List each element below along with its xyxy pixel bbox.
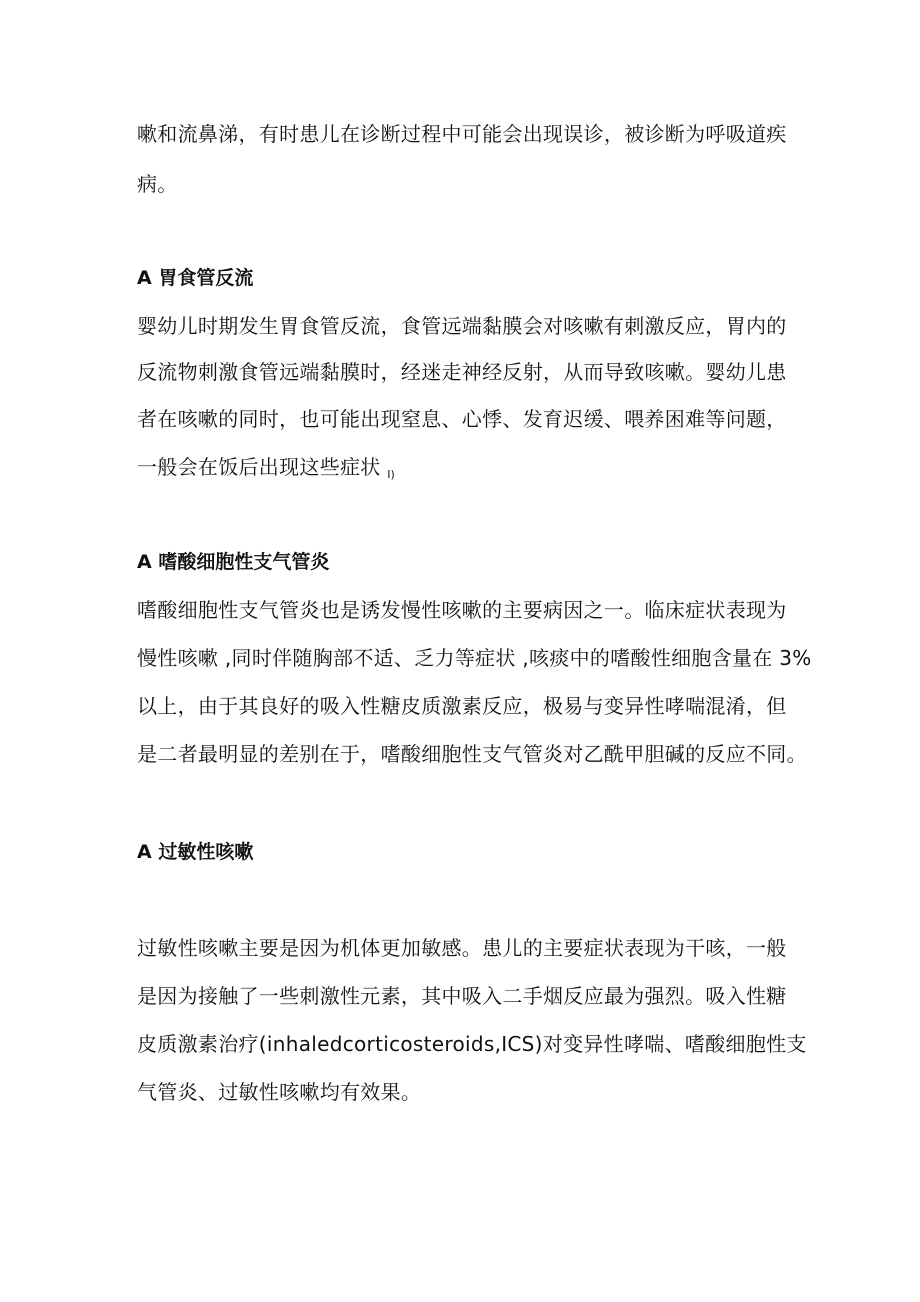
- intro-line-2: 病。: [137, 172, 178, 196]
- section-3-line-4: 气管炎、过敏性咳嗽均有效果。: [137, 1080, 422, 1104]
- section-3-line-1: 过敏性咳嗽主要是因为机体更加敏感。患儿的主要症状表现为干咳，一般: [137, 936, 787, 960]
- section-2-line-1: 嗜酸细胞性支气管炎也是诱发慢性咳嗽的主要病因之一。临床症状表现为: [137, 598, 787, 622]
- footnote-mark: I): [387, 468, 395, 481]
- section-2-line-4: 是二者最明显的差别在于，嗜酸细胞性支气管炎对乙酰甲胆碱的反应不同。: [137, 742, 807, 766]
- section-1-line-1: 婴幼儿时期发生胃食管反流，食管远端黏膜会对咳嗽有刺激反应，胃内的: [137, 314, 787, 338]
- section-heading-eosinophilic-bronchitis: A 嗜酸细胞性支气管炎: [137, 551, 330, 573]
- intro-line-1: 嗽和流鼻涕，有时患儿在诊断过程中可能会出现误诊，被诊断为呼吸道疾: [137, 122, 787, 146]
- section-1-line-4-text: 一般会在饭后出现这些症状: [137, 455, 381, 479]
- section-heading-allergic-cough: A 过敏性咳嗽: [137, 841, 254, 863]
- section-1-line-4: [137, 452, 797, 490]
- section-1-line-2: 反流物刺激食管远端黏膜时，经迷走神经反射，从而导致咳嗽。婴幼儿患: [137, 360, 787, 384]
- section-3-line-2: 是因为接触了一些刺激性元素，其中吸入二手烟反应最为强烈。吸入性糖: [137, 984, 787, 1008]
- section-2-line-2: 慢性咳嗽 ,同时伴随胸部不适、乏力等症状 ,咳痰中的嗜酸性细胞含量在 3%: [137, 646, 812, 670]
- section-2-line-3: 以上，由于其良好的吸入性糖皮质激素反应，极易与变异性哮喘混淆，但: [137, 694, 787, 718]
- section-1-line-3: 者在咳嗽的同时，也可能出现窒息、心悸、发育迟缓、喂养困难等问题，: [137, 407, 787, 431]
- section-heading-gastroesophageal-reflux: A 胃食管反流: [137, 267, 254, 289]
- section-3-line-3: 皮质激素治疗(inhaledcorticosteroids,ICS)对变异性哮喘、嗜酸细胞性支: [137, 1032, 807, 1056]
